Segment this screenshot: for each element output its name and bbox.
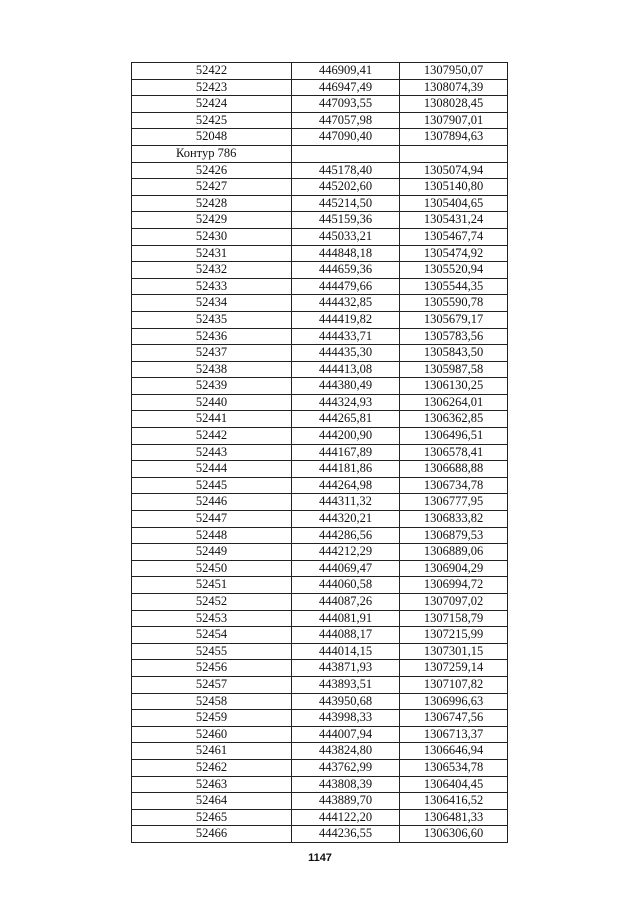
- y-coordinate-cell: 1306889,06: [400, 544, 508, 561]
- point-number-cell: 52437: [132, 345, 292, 362]
- point-number-cell: 52458: [132, 693, 292, 710]
- x-coordinate-cell: 444413,08: [292, 361, 400, 378]
- point-number-cell: 52447: [132, 511, 292, 528]
- table-row: [132, 262, 508, 279]
- x-coordinate-cell: 445033,21: [292, 228, 400, 245]
- x-coordinate-cell: 447090,40: [292, 129, 400, 146]
- x-coordinate-cell: 444200,90: [292, 428, 400, 445]
- table-row: [132, 378, 508, 395]
- table-row: [132, 195, 508, 212]
- point-number-cell: 52456: [132, 660, 292, 677]
- y-coordinate-cell: 1306362,85: [400, 411, 508, 428]
- table-row: [132, 212, 508, 229]
- y-coordinate-cell: 1305074,94: [400, 162, 508, 179]
- x-coordinate-cell: 445159,36: [292, 212, 400, 229]
- y-coordinate-cell: 1306404,45: [400, 776, 508, 793]
- point-number-cell: 52460: [132, 726, 292, 743]
- point-number-cell: 52463: [132, 776, 292, 793]
- point-number-cell: 52432: [132, 262, 292, 279]
- point-number-cell: 52440: [132, 394, 292, 411]
- table-row: [132, 511, 508, 528]
- y-coordinate-cell: 1307301,15: [400, 643, 508, 660]
- y-coordinate-cell: 1307107,82: [400, 676, 508, 693]
- table-row: [132, 676, 508, 693]
- table-row: [132, 726, 508, 743]
- x-coordinate-cell: 446909,41: [292, 63, 400, 80]
- x-coordinate-cell: 445178,40: [292, 162, 400, 179]
- table-row: [132, 826, 508, 843]
- point-number-cell: 52424: [132, 96, 292, 113]
- point-number-cell: 52444: [132, 461, 292, 478]
- x-coordinate-cell: 444060,58: [292, 577, 400, 594]
- table-row: [132, 710, 508, 727]
- table-row: [132, 278, 508, 295]
- x-coordinate-cell: 444007,94: [292, 726, 400, 743]
- point-number-cell: 52428: [132, 195, 292, 212]
- y-coordinate-cell: 1306306,60: [400, 826, 508, 843]
- point-number-cell: 52459: [132, 710, 292, 727]
- table-row: [132, 444, 508, 461]
- table-row: [132, 809, 508, 826]
- point-number-cell: 52429: [132, 212, 292, 229]
- x-coordinate-cell: 443950,68: [292, 693, 400, 710]
- table-row: [132, 328, 508, 345]
- table-row: [132, 594, 508, 611]
- x-coordinate-cell: 443824,80: [292, 743, 400, 760]
- x-coordinate-cell: 444659,36: [292, 262, 400, 279]
- y-coordinate-cell: 1305590,78: [400, 295, 508, 312]
- point-number-cell: 52450: [132, 560, 292, 577]
- y-coordinate-cell: 1305431,24: [400, 212, 508, 229]
- table-row: [132, 394, 508, 411]
- x-coordinate-cell: 447093,55: [292, 96, 400, 113]
- table-row: [132, 63, 508, 80]
- x-coordinate-cell: 444311,32: [292, 494, 400, 511]
- y-coordinate-cell: 1307215,99: [400, 627, 508, 644]
- table-row: [132, 660, 508, 677]
- point-number-cell: 52433: [132, 278, 292, 295]
- point-number-cell: 52048: [132, 129, 292, 146]
- x-coordinate-cell: 443808,39: [292, 776, 400, 793]
- table-row: [132, 610, 508, 627]
- contour-label: Контур 786: [132, 145, 292, 162]
- point-number-cell: 52446: [132, 494, 292, 511]
- x-coordinate-cell: 444081,91: [292, 610, 400, 627]
- table-row: [132, 793, 508, 810]
- x-coordinate-cell: 444181,86: [292, 461, 400, 478]
- y-coordinate-cell: 1307950,07: [400, 63, 508, 80]
- point-number-cell: 52449: [132, 544, 292, 561]
- x-coordinate-cell: 443762,99: [292, 759, 400, 776]
- y-coordinate-cell: 1306578,41: [400, 444, 508, 461]
- table-row: [132, 560, 508, 577]
- table-row: [132, 295, 508, 312]
- y-coordinate-cell: 1305140,80: [400, 179, 508, 196]
- table-row: [132, 361, 508, 378]
- contour-header-row: [132, 145, 508, 162]
- point-number-cell: 52442: [132, 428, 292, 445]
- x-coordinate-cell: 444069,47: [292, 560, 400, 577]
- y-coordinate-cell: 1305987,58: [400, 361, 508, 378]
- y-coordinate-cell: 1305520,94: [400, 262, 508, 279]
- y-coordinate-cell: 1305679,17: [400, 311, 508, 328]
- y-coordinate-cell: 1306688,88: [400, 461, 508, 478]
- point-number-cell: 52443: [132, 444, 292, 461]
- table-row: [132, 428, 508, 445]
- point-number-cell: 52435: [132, 311, 292, 328]
- table-row: [132, 311, 508, 328]
- point-number-cell: 52436: [132, 328, 292, 345]
- point-number-cell: 52457: [132, 676, 292, 693]
- y-coordinate-cell: 1307894,63: [400, 129, 508, 146]
- point-number-cell: 52438: [132, 361, 292, 378]
- x-coordinate-cell: 444088,17: [292, 627, 400, 644]
- table-row: [132, 577, 508, 594]
- table-row: [132, 643, 508, 660]
- y-coordinate-cell: 1305467,74: [400, 228, 508, 245]
- x-coordinate-cell: 446947,49: [292, 79, 400, 96]
- y-coordinate-cell: 1306904,29: [400, 560, 508, 577]
- point-number-cell: 52431: [132, 245, 292, 262]
- y-coordinate-cell: 1307097,02: [400, 594, 508, 611]
- y-coordinate-cell: 1306496,51: [400, 428, 508, 445]
- table-row: [132, 112, 508, 129]
- x-coordinate-cell: 444087,26: [292, 594, 400, 611]
- x-coordinate-cell: 444122,20: [292, 809, 400, 826]
- point-number-cell: 52452: [132, 594, 292, 611]
- y-coordinate-cell: 1306833,82: [400, 511, 508, 528]
- x-coordinate-cell: 444380,49: [292, 378, 400, 395]
- table-row: [132, 162, 508, 179]
- point-number-cell: 52441: [132, 411, 292, 428]
- x-coordinate-cell: 443998,33: [292, 710, 400, 727]
- point-number-cell: 52425: [132, 112, 292, 129]
- y-coordinate-cell: 1306713,37: [400, 726, 508, 743]
- y-coordinate-cell: 1306416,52: [400, 793, 508, 810]
- table-row: [132, 179, 508, 196]
- table-row: [132, 743, 508, 760]
- point-number-cell: 52453: [132, 610, 292, 627]
- y-coordinate-cell: 1305474,92: [400, 245, 508, 262]
- x-coordinate-cell: 444212,29: [292, 544, 400, 561]
- point-number-cell: 52430: [132, 228, 292, 245]
- y-coordinate-cell: 1308028,45: [400, 96, 508, 113]
- table-row: [132, 461, 508, 478]
- table-row: [132, 759, 508, 776]
- point-number-cell: 52439: [132, 378, 292, 395]
- x-coordinate-cell: 444419,82: [292, 311, 400, 328]
- point-number-cell: 52426: [132, 162, 292, 179]
- y-coordinate-cell: 1308074,39: [400, 79, 508, 96]
- coordinates-table: [131, 62, 508, 843]
- y-coordinate-cell: 1306777,95: [400, 494, 508, 511]
- point-number-cell: 52423: [132, 79, 292, 96]
- x-coordinate-cell: 444167,89: [292, 444, 400, 461]
- table-row: [132, 96, 508, 113]
- y-coordinate-cell: 1306646,94: [400, 743, 508, 760]
- table-row: [132, 411, 508, 428]
- point-number-cell: 52448: [132, 527, 292, 544]
- point-number-cell: 52461: [132, 743, 292, 760]
- table-row: [132, 494, 508, 511]
- x-coordinate-cell: 444286,56: [292, 527, 400, 544]
- table-row: [132, 477, 508, 494]
- x-coordinate-cell: 444320,21: [292, 511, 400, 528]
- table-row: [132, 228, 508, 245]
- x-coordinate-cell: 445202,60: [292, 179, 400, 196]
- x-coordinate-cell: 443889,70: [292, 793, 400, 810]
- x-coordinate-cell: 444432,85: [292, 295, 400, 312]
- y-coordinate-cell: 1306481,33: [400, 809, 508, 826]
- x-coordinate-cell: 447057,98: [292, 112, 400, 129]
- table-row: [132, 129, 508, 146]
- x-coordinate-cell: 444848,18: [292, 245, 400, 262]
- table-row: [132, 345, 508, 362]
- y-coordinate-cell: 1307158,79: [400, 610, 508, 627]
- empty-cell: [400, 145, 508, 162]
- table-row: [132, 776, 508, 793]
- point-number-cell: 52465: [132, 809, 292, 826]
- y-coordinate-cell: 1306994,72: [400, 577, 508, 594]
- x-coordinate-cell: 444435,30: [292, 345, 400, 362]
- x-coordinate-cell: 444479,66: [292, 278, 400, 295]
- y-coordinate-cell: 1306996,63: [400, 693, 508, 710]
- point-number-cell: 52466: [132, 826, 292, 843]
- coordinates-table-body: [132, 63, 508, 843]
- point-number-cell: 52427: [132, 179, 292, 196]
- x-coordinate-cell: 444433,71: [292, 328, 400, 345]
- y-coordinate-cell: 1306534,78: [400, 759, 508, 776]
- y-coordinate-cell: 1307907,01: [400, 112, 508, 129]
- y-coordinate-cell: 1305544,35: [400, 278, 508, 295]
- point-number-cell: 52445: [132, 477, 292, 494]
- empty-cell: [292, 145, 400, 162]
- point-number-cell: 52454: [132, 627, 292, 644]
- point-number-cell: 52455: [132, 643, 292, 660]
- x-coordinate-cell: 444264,98: [292, 477, 400, 494]
- y-coordinate-cell: 1306879,53: [400, 527, 508, 544]
- point-number-cell: 52464: [132, 793, 292, 810]
- table-row: [132, 544, 508, 561]
- table-row: [132, 627, 508, 644]
- x-coordinate-cell: 444265,81: [292, 411, 400, 428]
- y-coordinate-cell: 1306130,25: [400, 378, 508, 395]
- y-coordinate-cell: 1307259,14: [400, 660, 508, 677]
- x-coordinate-cell: 444324,93: [292, 394, 400, 411]
- table-row: [132, 79, 508, 96]
- x-coordinate-cell: 443871,93: [292, 660, 400, 677]
- table-row: [132, 693, 508, 710]
- y-coordinate-cell: 1305783,56: [400, 328, 508, 345]
- y-coordinate-cell: 1305843,50: [400, 345, 508, 362]
- y-coordinate-cell: 1306747,56: [400, 710, 508, 727]
- y-coordinate-cell: 1306264,01: [400, 394, 508, 411]
- point-number-cell: 52451: [132, 577, 292, 594]
- point-number-cell: 52434: [132, 295, 292, 312]
- point-number-cell: 52462: [132, 759, 292, 776]
- y-coordinate-cell: 1305404,65: [400, 195, 508, 212]
- x-coordinate-cell: 444014,15: [292, 643, 400, 660]
- x-coordinate-cell: 444236,55: [292, 826, 400, 843]
- table-row: [132, 527, 508, 544]
- page-number: 1147: [308, 852, 332, 864]
- x-coordinate-cell: 443893,51: [292, 676, 400, 693]
- point-number-cell: 52422: [132, 63, 292, 80]
- table-row: [132, 245, 508, 262]
- x-coordinate-cell: 445214,50: [292, 195, 400, 212]
- y-coordinate-cell: 1306734,78: [400, 477, 508, 494]
